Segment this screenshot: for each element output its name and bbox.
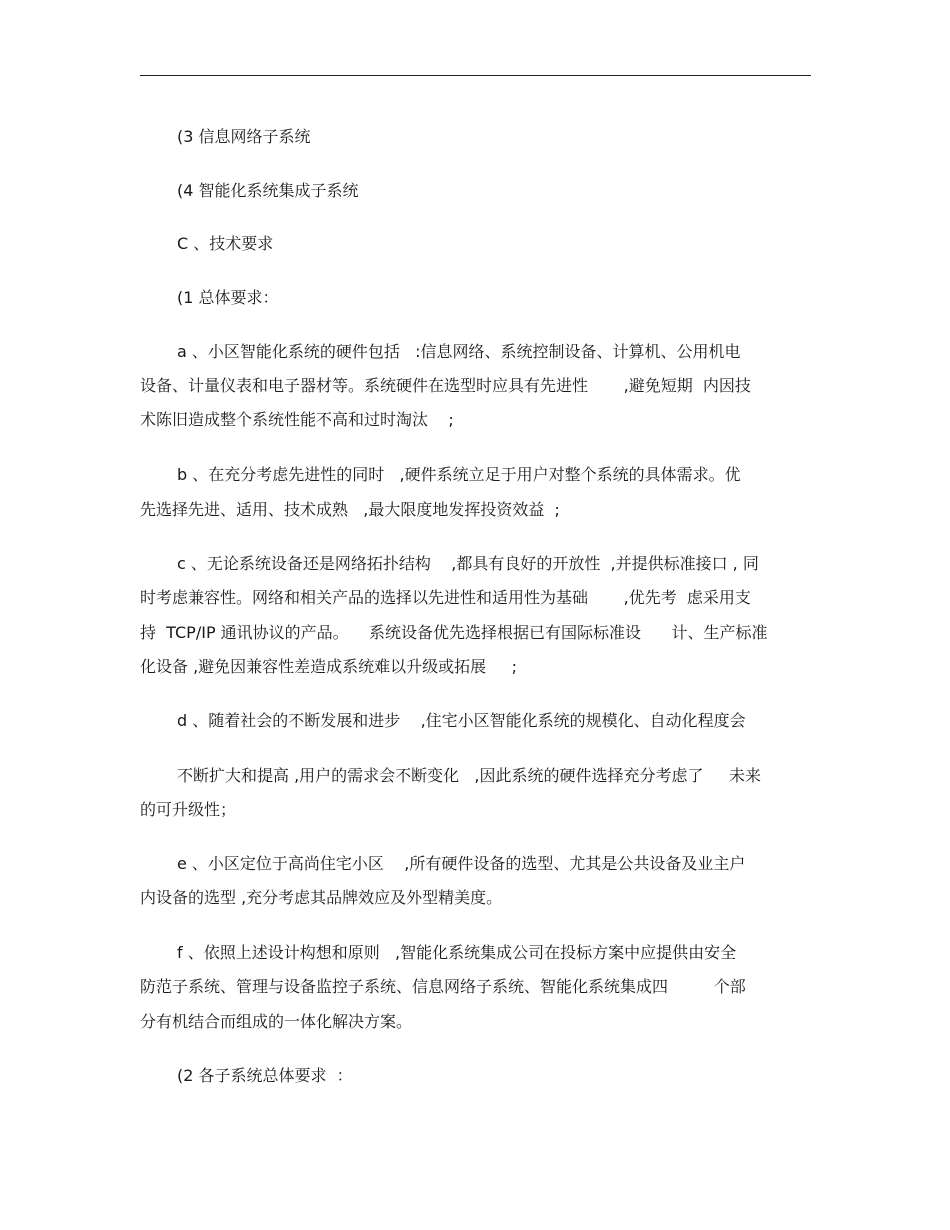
paragraph-c-line-1: c 、无论系统设备还是网络拓扑结构 ,都具有良好的开放性 ,并提供标准接口 , 同 [177,554,759,573]
paragraph-f-line-3: 分有机结合而组成的一体化解决方案。 [140,1012,413,1031]
general-requirements-heading: (1 总体要求： [177,288,279,307]
paragraph-d-line-1: d 、随着社会的不断发展和进步 ,住宅小区智能化系统的规模化、自动化程度会 [177,711,746,730]
subsystem-requirements-heading: (2 各子系统总体要求 ： [177,1066,353,1085]
paragraph-c-line-2: 时考虑兼容性。网络和相关产品的选择以先进性和适用性为基础 ,优先考 虑采用支 [140,588,751,607]
header-rule [140,75,811,76]
paragraph-a-line-2: 设备、计量仪表和电子器材等。系统硬件在选型时应具有先进性 ,避免短期 内因技 [140,376,751,395]
paragraph-d-line-2: 不断扩大和提高 ,用户的需求会不断变化 ,因此系统的硬件选择充分考虑了 未来 [177,766,761,785]
section-heading-c: C 、技术要求 [177,234,274,253]
paragraph-b-line-2: 先选择先进、适用、技术成熟 ,最大限度地发挥投资效益 ; [140,500,560,519]
paragraph-b-line-1: b 、在充分考虑先进性的同时 ,硬件系统立足于用户对整个系统的具体需求。优 [177,465,741,484]
paragraph-c-line-3: 持 TCP/IP 通讯协议的产品。 系统设备优先选择根据已有国际标准设 计、生产标准 [140,623,768,642]
paragraph-f-line-1: f 、依照上述设计构想和原则 ,智能化系统集成公司在投标方案中应提供由安全 [177,943,737,962]
paragraph-c-line-4: 化设备 ,避免因兼容性差造成系统难以升级或拓展 ; [140,657,517,676]
subsystem-item-4: (4 智能化系统集成子系统 [177,181,359,200]
paragraph-e-line-1: e 、小区定位于高尚住宅小区 ,所有硬件设备的选型、尤其是公共设备及业主户 [177,854,746,873]
subsystem-item-3: (3 信息网络子系统 [177,127,311,146]
paragraph-a-line-3: 术陈旧造成整个系统性能不高和过时淘汰 ; [140,410,454,429]
paragraph-e-line-2: 内设备的选型 ,充分考虑其品牌效应及外型精美度。 [140,888,503,907]
paragraph-f-line-2: 防范子系统、管理与设备监控子系统、信息网络子系统、智能化系统集成四 个部 [140,977,746,996]
paragraph-d-line-3: 的可升级性； [140,800,237,819]
paragraph-a-line-1: a 、小区智能化系统的硬件包括 :信息网络、系统控制设备、计算机、公用机电 [177,342,741,361]
